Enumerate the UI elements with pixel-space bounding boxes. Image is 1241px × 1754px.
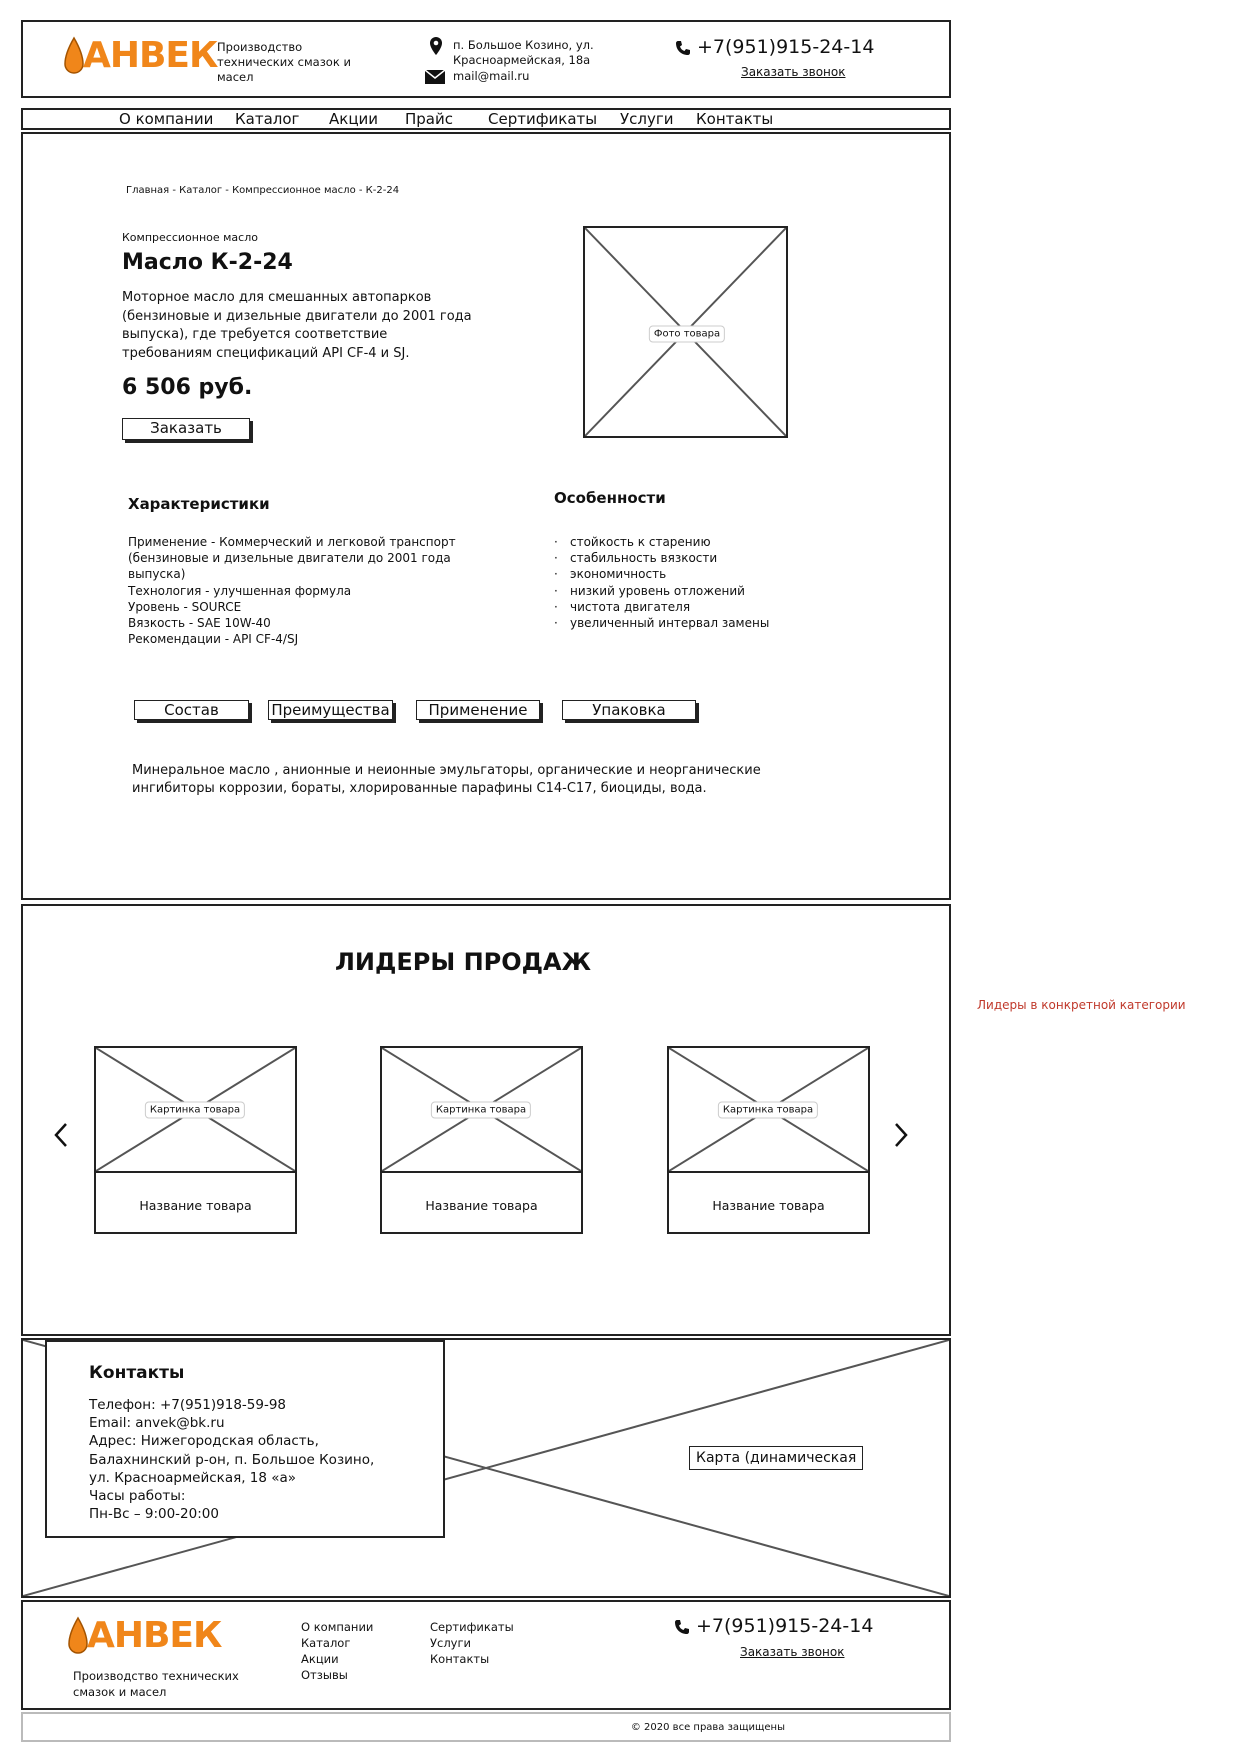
tab-composition[interactable]: Состав	[134, 700, 249, 720]
product-card-image	[382, 1048, 581, 1173]
product-card[interactable]	[380, 1046, 583, 1234]
product-photo	[583, 226, 788, 438]
product-card-name: Название товара	[425, 1198, 538, 1213]
header-tagline: Производство технических смазок и масел	[217, 40, 351, 84]
contacts-heading: Контакты	[89, 1363, 185, 1383]
characteristics-line: Применение - Коммерческий и легковой транспорт	[128, 535, 456, 549]
nav-item-services[interactable]: Услуги	[620, 110, 674, 128]
product-price: 6 506 руб.	[122, 375, 253, 400]
feature-item: · стойкость к старению	[554, 534, 814, 550]
characteristics-list	[128, 534, 468, 647]
feature-item: · экономичность	[554, 566, 814, 582]
map-label: Карта (динамическая	[689, 1446, 863, 1470]
leaders-heading: ЛИДЕРЫ ПРОДАЖ	[334, 948, 591, 976]
product-card-name: Название товара	[712, 1198, 825, 1213]
footer-link[interactable]: Отзывы	[301, 1668, 348, 1682]
footer-link[interactable]: Акции	[301, 1652, 339, 1666]
carousel-next-icon[interactable]	[893, 1122, 909, 1148]
footer-link[interactable]: Сертификаты	[430, 1620, 514, 1634]
carousel-prev-icon[interactable]	[53, 1122, 69, 1148]
product-card-image-label: Картинка товара	[431, 1102, 531, 1119]
phone-icon	[675, 40, 691, 56]
contacts-line: Пн-Вс – 9:00-20:00	[89, 1506, 219, 1523]
characteristics-line: Вязкость - SAE 10W-40	[128, 616, 271, 631]
product-card-image	[669, 1048, 868, 1173]
oil-drop-icon	[63, 36, 85, 76]
footer-link[interactable]: Услуги	[430, 1636, 472, 1650]
leaders-section	[21, 904, 951, 1336]
tab-packaging[interactable]: Упаковка	[562, 700, 696, 720]
feature-item: · низкий уровень отложений	[554, 583, 814, 599]
breadcrumb[interactable]: Главная - Каталог - Компрессионное масло - К-2-24	[126, 185, 400, 196]
footer-links-col2	[430, 1619, 514, 1667]
header-email[interactable]: mail@mail.ru	[453, 69, 530, 83]
nav-item-certificates[interactable]: Сертификаты	[488, 110, 598, 128]
footer-link[interactable]: Каталог	[301, 1636, 351, 1650]
copyright-bar	[21, 1712, 951, 1742]
product-card[interactable]	[667, 1046, 870, 1234]
tab-application[interactable]: Применение	[416, 700, 540, 720]
contacts-line: Балахнинский р-он, п. Большое Козино,	[89, 1451, 375, 1468]
features-list	[554, 534, 814, 631]
contacts-card	[45, 1340, 445, 1538]
order-button[interactable]: Заказать	[122, 418, 250, 440]
contacts-line: Часы работы:	[89, 1488, 186, 1505]
characteristics-heading: Характеристики	[128, 495, 270, 513]
product-section	[21, 132, 951, 900]
footer-link[interactable]: Контакты	[430, 1652, 490, 1666]
contacts-details	[89, 1396, 439, 1523]
contacts-section	[21, 1338, 951, 1598]
characteristics-line: выпуска)	[128, 567, 186, 582]
characteristics-line: Технология - улучшенная формула	[128, 583, 352, 598]
oil-drop-icon	[67, 1616, 89, 1656]
logo-text: АНВЕК	[83, 35, 218, 76]
header-callback-link[interactable]: Заказать звонок	[741, 65, 846, 79]
mail-icon	[425, 70, 445, 84]
product-card-image-label: Картинка товара	[145, 1102, 245, 1119]
product-card-name: Название товара	[139, 1198, 252, 1213]
phone-icon	[674, 1619, 690, 1635]
feature-item: · увеличенный интервал замены	[554, 615, 814, 631]
characteristics-line: (бензиновые и дизельные двигатели до 2001 года	[128, 551, 451, 566]
footer-link[interactable]: О компании	[301, 1620, 374, 1634]
characteristics-line: Уровень - SOURCE	[128, 599, 242, 614]
footer	[21, 1600, 951, 1710]
contacts-line: Адрес: Нижегородская область,	[89, 1433, 319, 1450]
tab-content: Минеральное масло , анионные и неионные эмульгаторы, органические и неорганические ингибиторы коррозии, бораты, хлорированные парафины С14-С17, биоциды, вода.	[132, 763, 761, 796]
footer-tagline: Производство технических смазок и масел	[73, 1669, 239, 1699]
feature-item: · чистота двигателя	[554, 599, 814, 615]
contacts-line: Email: anvek@bk.ru	[89, 1415, 225, 1432]
logo[interactable]	[63, 34, 218, 78]
nav-item-catalog[interactable]: Каталог	[235, 110, 300, 128]
header	[21, 20, 951, 98]
features-heading: Особенности	[554, 489, 666, 507]
footer-phone[interactable]: +7(951)915-24-14	[696, 1615, 874, 1637]
footer-logo-text: АНВЕК	[87, 1615, 222, 1656]
copyright: © 2020 все права защищены	[630, 1722, 785, 1733]
nav-item-price[interactable]: Прайс	[405, 110, 453, 128]
footer-logo[interactable]	[67, 1614, 222, 1658]
product-card[interactable]	[94, 1046, 297, 1234]
product-card-image	[96, 1048, 295, 1173]
location-pin-icon	[429, 36, 443, 56]
contacts-line: ул. Красноармейская, 18 «а»	[89, 1469, 297, 1486]
header-address: п. Большое Козино, ул. Красноармейская, 18а	[453, 38, 594, 67]
footer-links-col1	[301, 1619, 373, 1683]
product-description: Моторное масло для смешанных автопарков (бензиновые и дизельные двигатели до 2001 года выпуска), где требуется соответствие требованиям спецификаций API CF-4 и SJ.	[122, 290, 472, 361]
product-photo-label: Фото товара	[649, 326, 725, 343]
nav-item-promotions[interactable]: Акции	[329, 110, 379, 128]
nav-item-about[interactable]: О компании	[119, 110, 214, 128]
characteristics-line: Рекомендации - API CF-4/SJ	[128, 632, 299, 647]
header-phone[interactable]: +7(951)915-24-14	[697, 36, 875, 58]
nav-item-contacts[interactable]: Контакты	[696, 110, 774, 128]
product-card-image-label: Картинка товара	[718, 1102, 818, 1119]
product-category: Компрессионное масло	[122, 231, 258, 244]
footer-callback-link[interactable]: Заказать звонок	[740, 1645, 845, 1659]
product-title: Масло К-2-24	[122, 250, 293, 275]
contacts-line: Телефон: +7(951)918-59-98	[89, 1397, 287, 1413]
main-nav	[21, 108, 951, 130]
feature-item: · стабильность вязкости	[554, 550, 814, 566]
leaders-annotation: Лидеры в конкретной категории	[977, 998, 1186, 1012]
tab-advantages[interactable]: Преимущества	[268, 700, 393, 720]
